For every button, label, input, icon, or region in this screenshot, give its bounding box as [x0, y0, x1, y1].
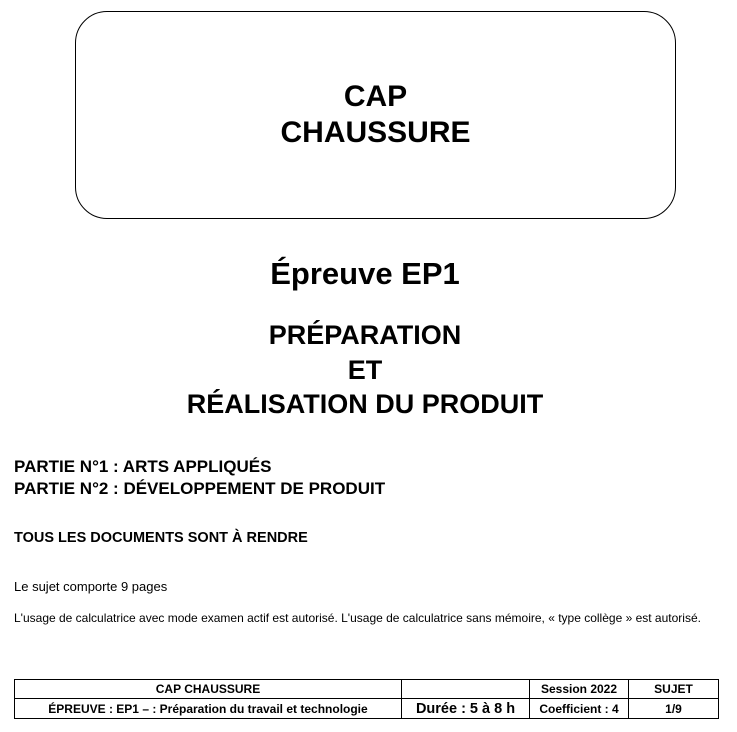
subject-title — [0, 318, 730, 422]
footer-page-number: 1/9 — [629, 699, 719, 719]
title-line-chaussure: CHAUSSURE — [280, 116, 471, 149]
footer-session: Session 2022 — [530, 680, 629, 699]
footer-exam-name: CAP CHAUSSURE — [15, 680, 402, 699]
part-1: PARTIE N°1 : ARTS APPLIQUÉS — [14, 457, 272, 476]
page-count-note: Le sujet comporte 9 pages — [14, 579, 168, 594]
subject-title-line-1: PRÉPARATION — [268, 320, 462, 350]
footer-row-2 — [15, 699, 719, 719]
footer-table — [14, 679, 719, 719]
footer-epreuve: ÉPREUVE : EP1 – : Préparation du travail et technologie — [15, 699, 402, 719]
footer-coefficient: Coefficient : 4 — [530, 699, 629, 719]
subject-title-line-2: ET — [347, 354, 383, 385]
calculator-note: L'usage de calculatrice avec mode examen actif est autorisé. L'usage de calculatrice sans mémoire, « type collège » est autorisé. — [14, 611, 701, 625]
documents-notice: TOUS LES DOCUMENTS SONT À RENDRE — [14, 530, 308, 546]
footer-sujet: SUJET — [629, 680, 719, 699]
epreuve-heading: Épreuve EP1 — [270, 256, 460, 291]
title-line-cap: CAP — [343, 80, 408, 113]
part-2: PARTIE N°2 : DÉVELOPPEMENT DE PRODUIT — [14, 479, 386, 498]
title-box — [75, 11, 676, 219]
footer-row-1 — [15, 680, 719, 699]
footer-duree: Durée : 5 à 8 h — [402, 699, 530, 719]
subject-title-line-3: RÉALISATION DU PRODUIT — [186, 389, 544, 419]
footer-empty-cell — [402, 680, 530, 699]
parts-list — [14, 456, 385, 500]
